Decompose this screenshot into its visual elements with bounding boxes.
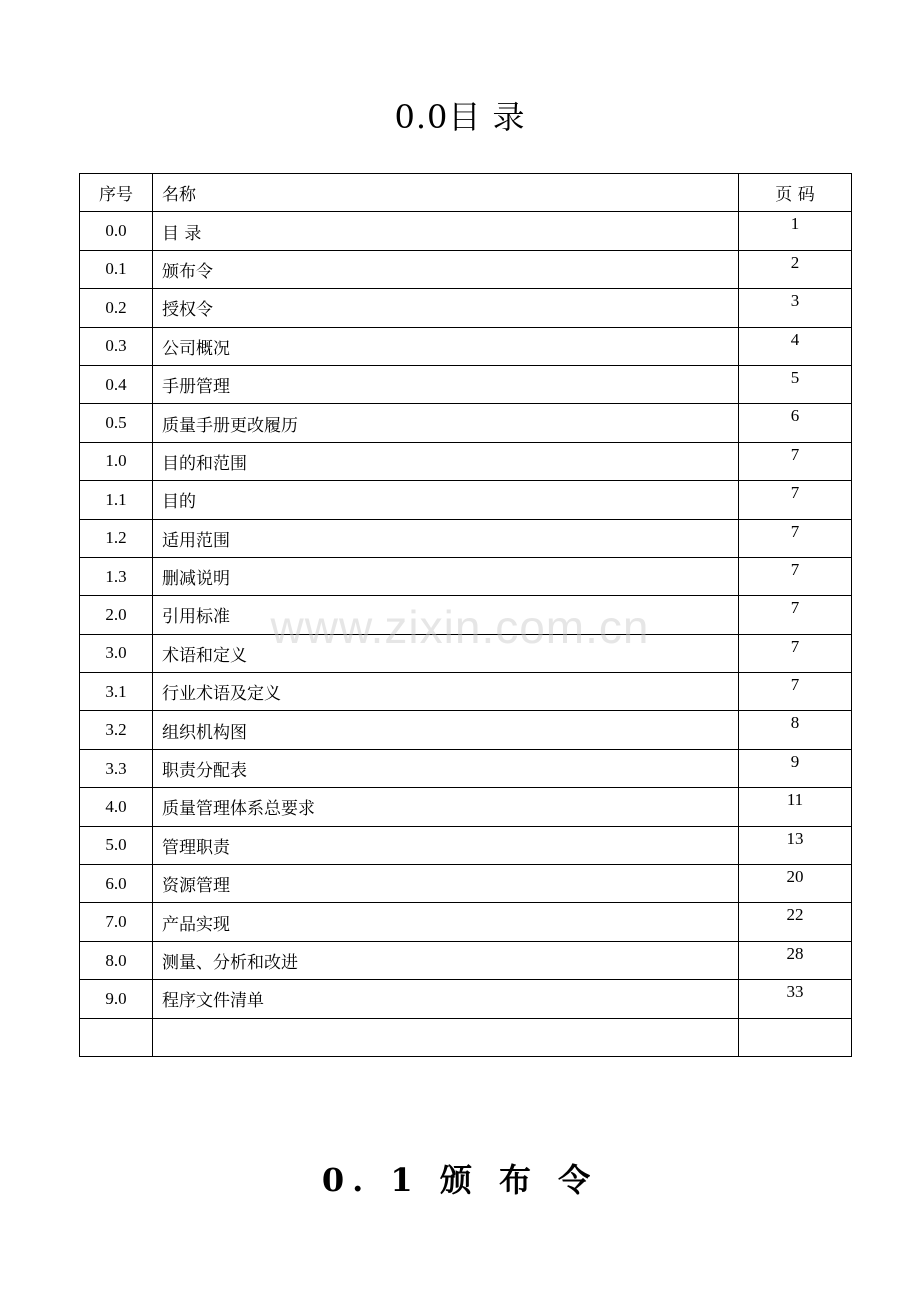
toc-table [79,173,852,1057]
header-page: 页 码 [739,174,852,212]
table-header-row [80,174,852,212]
section-title: 0. 1 颁 布 令 [321,1161,599,1199]
table-row [80,289,852,327]
table-row [80,826,852,864]
row-name: 适用范围 [153,519,739,557]
table-row [80,250,852,288]
row-page: 8 [739,711,852,749]
row-name: 测量、分析和改进 [153,941,739,979]
table-row [80,596,852,634]
table-row [80,557,852,595]
page-title: 0.0目 录 [394,98,526,136]
row-name: 行业术语及定义 [153,673,739,711]
row-page: 6 [739,404,852,442]
row-seq: 7.0 [80,903,153,941]
row-seq: 0.3 [80,327,153,365]
row-name: 手册管理 [153,365,739,403]
row-seq: 3.2 [80,711,153,749]
table-row [80,442,852,480]
row-seq: 0.0 [80,212,153,250]
table-row [80,404,852,442]
row-seq: 5.0 [80,826,153,864]
row-name: 引用标准 [153,596,739,634]
table-row [80,673,852,711]
row-page: 5 [739,365,852,403]
row-name: 术语和定义 [153,634,739,672]
toc-body [80,212,852,1057]
row-page: 20 [739,865,852,903]
row-name: 目 录 [153,212,739,250]
row-seq: 4.0 [80,788,153,826]
row-page: 9 [739,749,852,787]
row-seq: 1.3 [80,557,153,595]
table-row [80,711,852,749]
row-seq: 1.2 [80,519,153,557]
row-page: 7 [739,442,852,480]
header-seq: 序号 [80,174,153,212]
row-seq: 0.2 [80,289,153,327]
row-page: 7 [739,634,852,672]
row-seq: 0.4 [80,365,153,403]
row-page: 11 [739,788,852,826]
row-name: 组织机构图 [153,711,739,749]
table-row [80,519,852,557]
row-page: 13 [739,826,852,864]
row-page: 3 [739,289,852,327]
row-name: 产品实现 [153,903,739,941]
table-row [80,941,852,979]
row-seq: 0.1 [80,250,153,288]
table-row [80,749,852,787]
row-name: 资源管理 [153,865,739,903]
row-name: 质量手册更改履历 [153,404,739,442]
row-seq: 9.0 [80,980,153,1018]
row-page: 7 [739,519,852,557]
row-page: 7 [739,673,852,711]
row-page: 33 [739,980,852,1018]
row-seq: 3.0 [80,634,153,672]
row-page [739,1018,852,1056]
row-name: 职责分配表 [153,749,739,787]
row-seq: 1.0 [80,442,153,480]
row-page: 4 [739,327,852,365]
row-seq: 3.1 [80,673,153,711]
row-name [153,1018,739,1056]
row-name: 授权令 [153,289,739,327]
row-name: 质量管理体系总要求 [153,788,739,826]
row-page: 2 [739,250,852,288]
table-row [80,327,852,365]
table-row [80,903,852,941]
row-name: 删减说明 [153,557,739,595]
row-page: 7 [739,481,852,519]
table-row [80,212,852,250]
row-seq: 2.0 [80,596,153,634]
row-seq: 1.1 [80,481,153,519]
row-name: 目的和范围 [153,442,739,480]
table-row [80,634,852,672]
row-page: 28 [739,941,852,979]
row-name: 公司概况 [153,327,739,365]
watermark: www.zixin.com.cn [270,601,650,653]
table-row [80,788,852,826]
header-name: 名称 [153,174,739,212]
table-row [80,980,852,1018]
row-seq [80,1018,153,1056]
row-page: 1 [739,212,852,250]
table-row [80,865,852,903]
row-seq: 8.0 [80,941,153,979]
table-row [80,1018,852,1056]
row-seq: 0.5 [80,404,153,442]
row-seq: 6.0 [80,865,153,903]
table-row [80,481,852,519]
row-page: 22 [739,903,852,941]
row-page: 7 [739,596,852,634]
row-name: 管理职责 [153,826,739,864]
row-name: 目的 [153,481,739,519]
row-name: 程序文件清单 [153,980,739,1018]
row-seq: 3.3 [80,749,153,787]
row-name: 颁布令 [153,250,739,288]
table-row [80,365,852,403]
row-page: 7 [739,557,852,595]
